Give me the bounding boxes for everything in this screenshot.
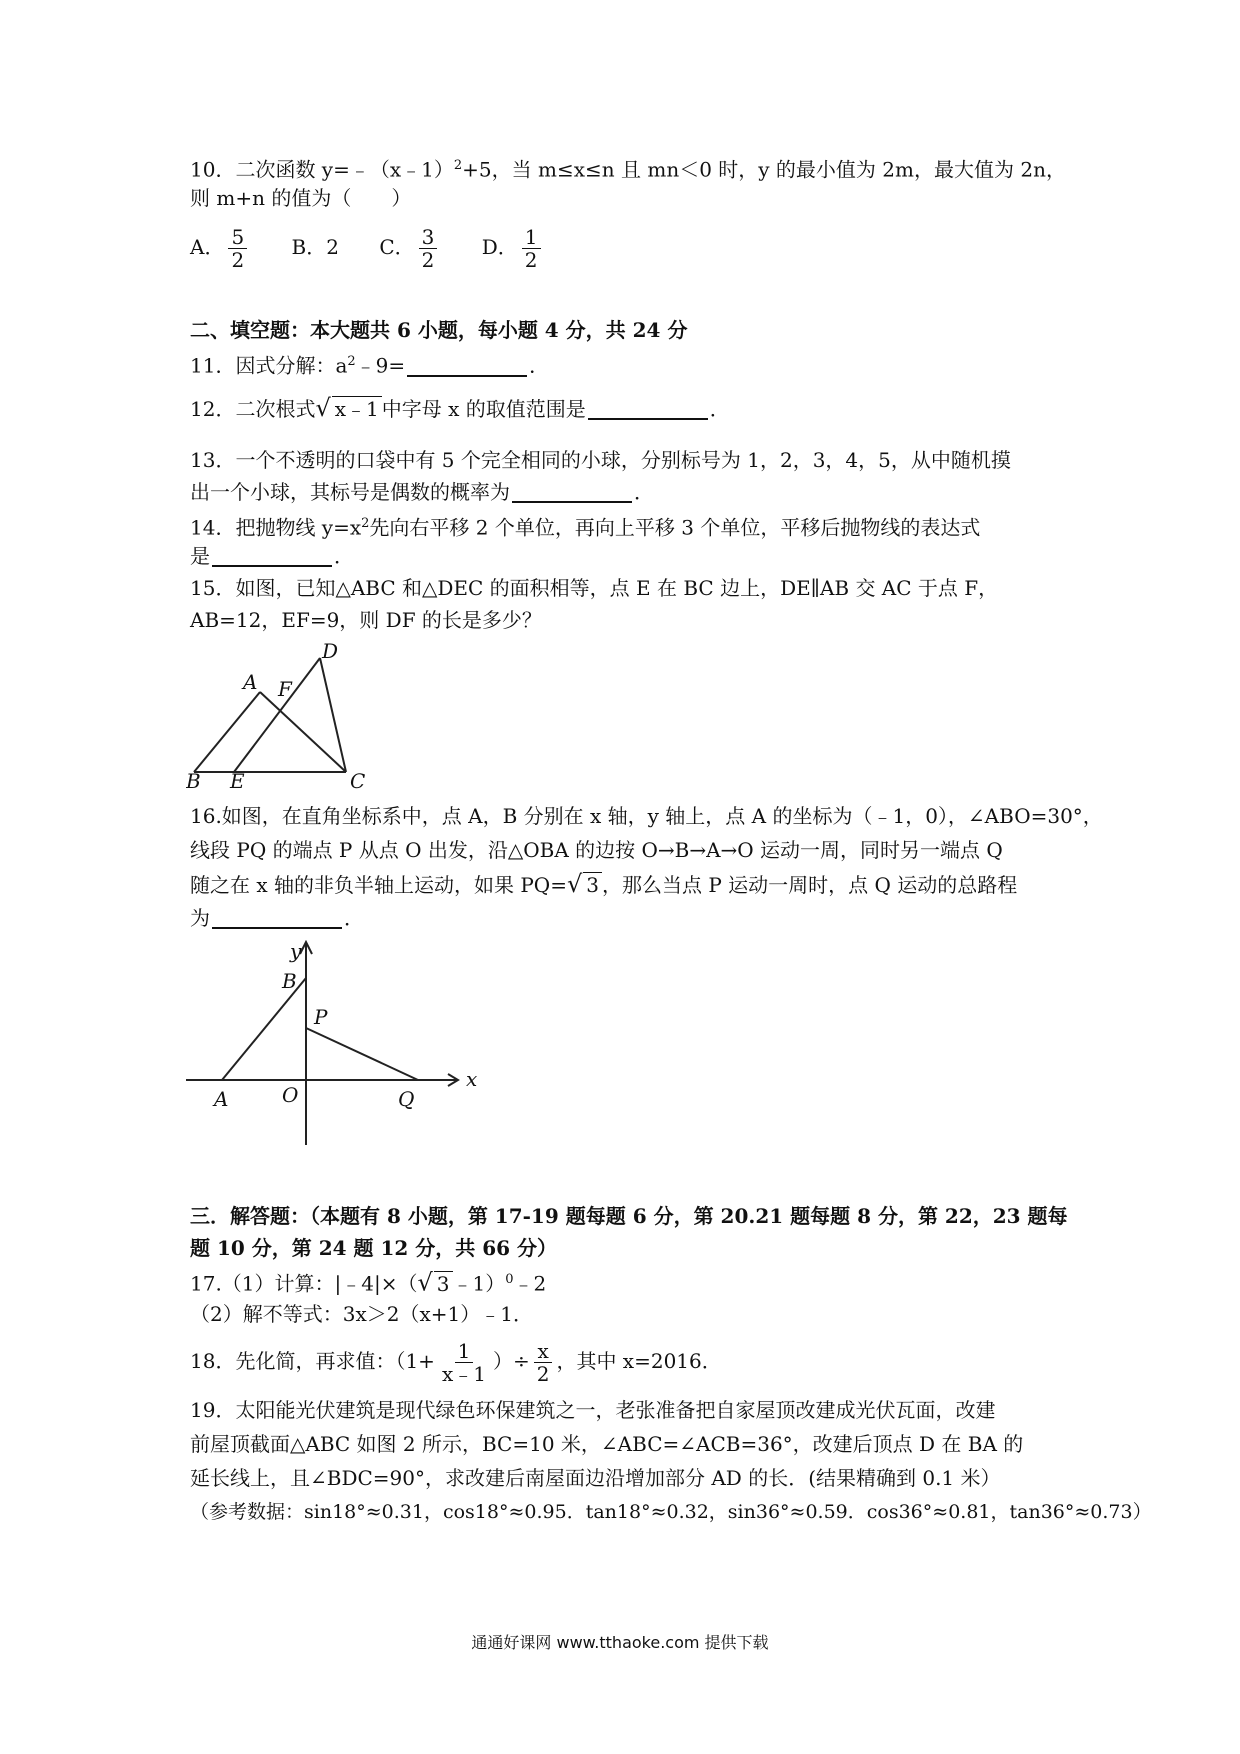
label-q: Q <box>398 1087 415 1111</box>
q17-part2: （2）解不等式：3x＞2（x+1）﹣1． <box>190 1302 533 1326</box>
sqrt-icon: √ <box>417 1268 433 1297</box>
label-b: B <box>282 969 297 993</box>
section2-heading: 二、填空题：本大题共 6 小题，每小题 4 分，共 24 分 <box>190 318 688 342</box>
q17-part1: 17.（1）计算：|﹣4|×（√ 3 ﹣1）$^0$﹣2 <box>190 1268 547 1297</box>
q19-line2: 前屋顶截面△ABC 如图 2 所示，BC=10 米，∠ABC=∠ACB=36°，改建后顶点 D 在 BA 的 <box>190 1432 1024 1456</box>
q11-answer-blank[interactable] <box>407 353 527 377</box>
footer-credit: 通通好课网 www.tthaoke.com 提供下载 <box>471 1633 769 1652</box>
label-d: D <box>322 640 339 663</box>
label-p: P <box>314 1005 328 1029</box>
q16-line4: 为 ． <box>190 906 364 930</box>
label-a: A <box>243 670 258 694</box>
q11: 11．因式分解：$a^2﹣9=$ ． <box>190 353 550 378</box>
q12-answer-blank[interactable] <box>588 396 708 420</box>
q15-line2: AB=12，EF=9，则 DF 的长是多少？ <box>190 608 542 632</box>
q10-option-b: B．2 <box>291 235 339 259</box>
label-o: O <box>282 1083 299 1107</box>
label-b: B <box>186 769 201 790</box>
segment-dc <box>320 658 346 772</box>
q14-answer-blank[interactable] <box>212 543 332 567</box>
sqrt-icon: √ <box>315 394 331 422</box>
label-e: E <box>230 769 245 790</box>
q14-line1: 14．把抛物线 $y=x^2$先向右平移 2 个单位，再向上平移 3 个单位，平移后抛物线的表达式 <box>190 515 981 540</box>
q12: 12．二次根式√ x﹣1 中字母 x 的取值范围是 ． <box>190 394 730 422</box>
q13-line1: 13．一个不透明的口袋中有 5 个完全相同的小球，分别标号为 1，2，3，4，5，从中随机摸 <box>190 448 1011 472</box>
q10-line1: 10．二次函数 y=﹣（x﹣1）$^2$+5，当 m≤x≤n 且 mn＜0 时，y 的最小值为 2m，最大值为 2n， <box>190 157 1066 182</box>
segment-ab <box>222 978 306 1080</box>
q16-answer-blank[interactable] <box>212 905 342 929</box>
q15-line1: 15．如图，已知△ABC 和△DEC 的面积相等，点 E 在 BC 边上，DE∥AB 交 AC 于点 F， <box>190 576 999 600</box>
segment-ab <box>194 692 260 772</box>
q16-coordinate-figure <box>186 940 486 1150</box>
segment-pq <box>306 1028 418 1080</box>
section3-heading-line2: 题 10 分，第 24 题 12 分，共 66 分） <box>190 1236 558 1260</box>
label-x: x <box>466 1067 478 1091</box>
sqrt-icon: √ <box>566 870 583 898</box>
q16-line1: 16.如图，在直角坐标系中，点 A，B 分别在 x 轴，y 轴上，点 A 的坐标为（﹣1，0），∠ABO=30°， <box>190 804 1103 828</box>
label-a: A <box>214 1087 229 1111</box>
q19-line4: （参考数据：sin18°≈0.31，cos18°≈0.95．tan18°≈0.32，sin36°≈0.59．cos36°≈0.81，tan36°≈0.73） <box>190 1501 1152 1523</box>
q10-option-d: D． $\frac{1}{2}$ <box>482 222 545 272</box>
q19-line3: 延长线上，且∠BDC=90°，求改建后南屋面边沿增加部分 AD 的长．(结果精确到 0.1 米） <box>190 1466 1001 1490</box>
q10-option-c: C． $\frac{3}{2}$ <box>379 222 441 272</box>
q16-line3: 随之在 x 轴的非负半轴上运动，如果 PQ=√ 3 ，那么当点 P 运动一周时，点 Q 运动的总路程 <box>190 870 1018 898</box>
q14-line2: 是 ． <box>190 544 354 568</box>
q10-option-a: A． $\frac{5}{2}$ <box>190 222 251 272</box>
q15-triangle-figure <box>186 640 366 790</box>
q18: 18．先化简，再求值：（1+ $\frac{1}{x﹣1}$ ）÷ $\frac{x}{2}$ ，其中 x=2016． <box>190 1339 722 1386</box>
label-y: y <box>290 940 302 963</box>
label-c: C <box>350 769 366 790</box>
q16-line2: 线段 PQ 的端点 P 从点 O 出发，沿△OBA 的边按 O→B→A→O 运动一周，同时另一端点 Q <box>190 838 1003 862</box>
q10-options <box>190 222 1070 272</box>
label-f: F <box>278 677 292 701</box>
q13-line2: 出一个小球，其标号是偶数的概率为 ． <box>190 480 654 504</box>
segment-ac <box>260 692 346 772</box>
q13-answer-blank[interactable] <box>512 479 632 503</box>
q19-line1: 19．太阳能光伏建筑是现代绿色环保建筑之一，老张准备把自家屋顶改建成光伏瓦面，改建 <box>190 1398 996 1422</box>
section3-heading-line1: 三．解答题：（本题有 8 小题，第 17-19 题每题 6 分，第 20.21 题每题 8 分，第 22，23 题每 <box>190 1204 1068 1228</box>
q10-line2: 则 m+n 的值为（ ） <box>190 186 412 210</box>
